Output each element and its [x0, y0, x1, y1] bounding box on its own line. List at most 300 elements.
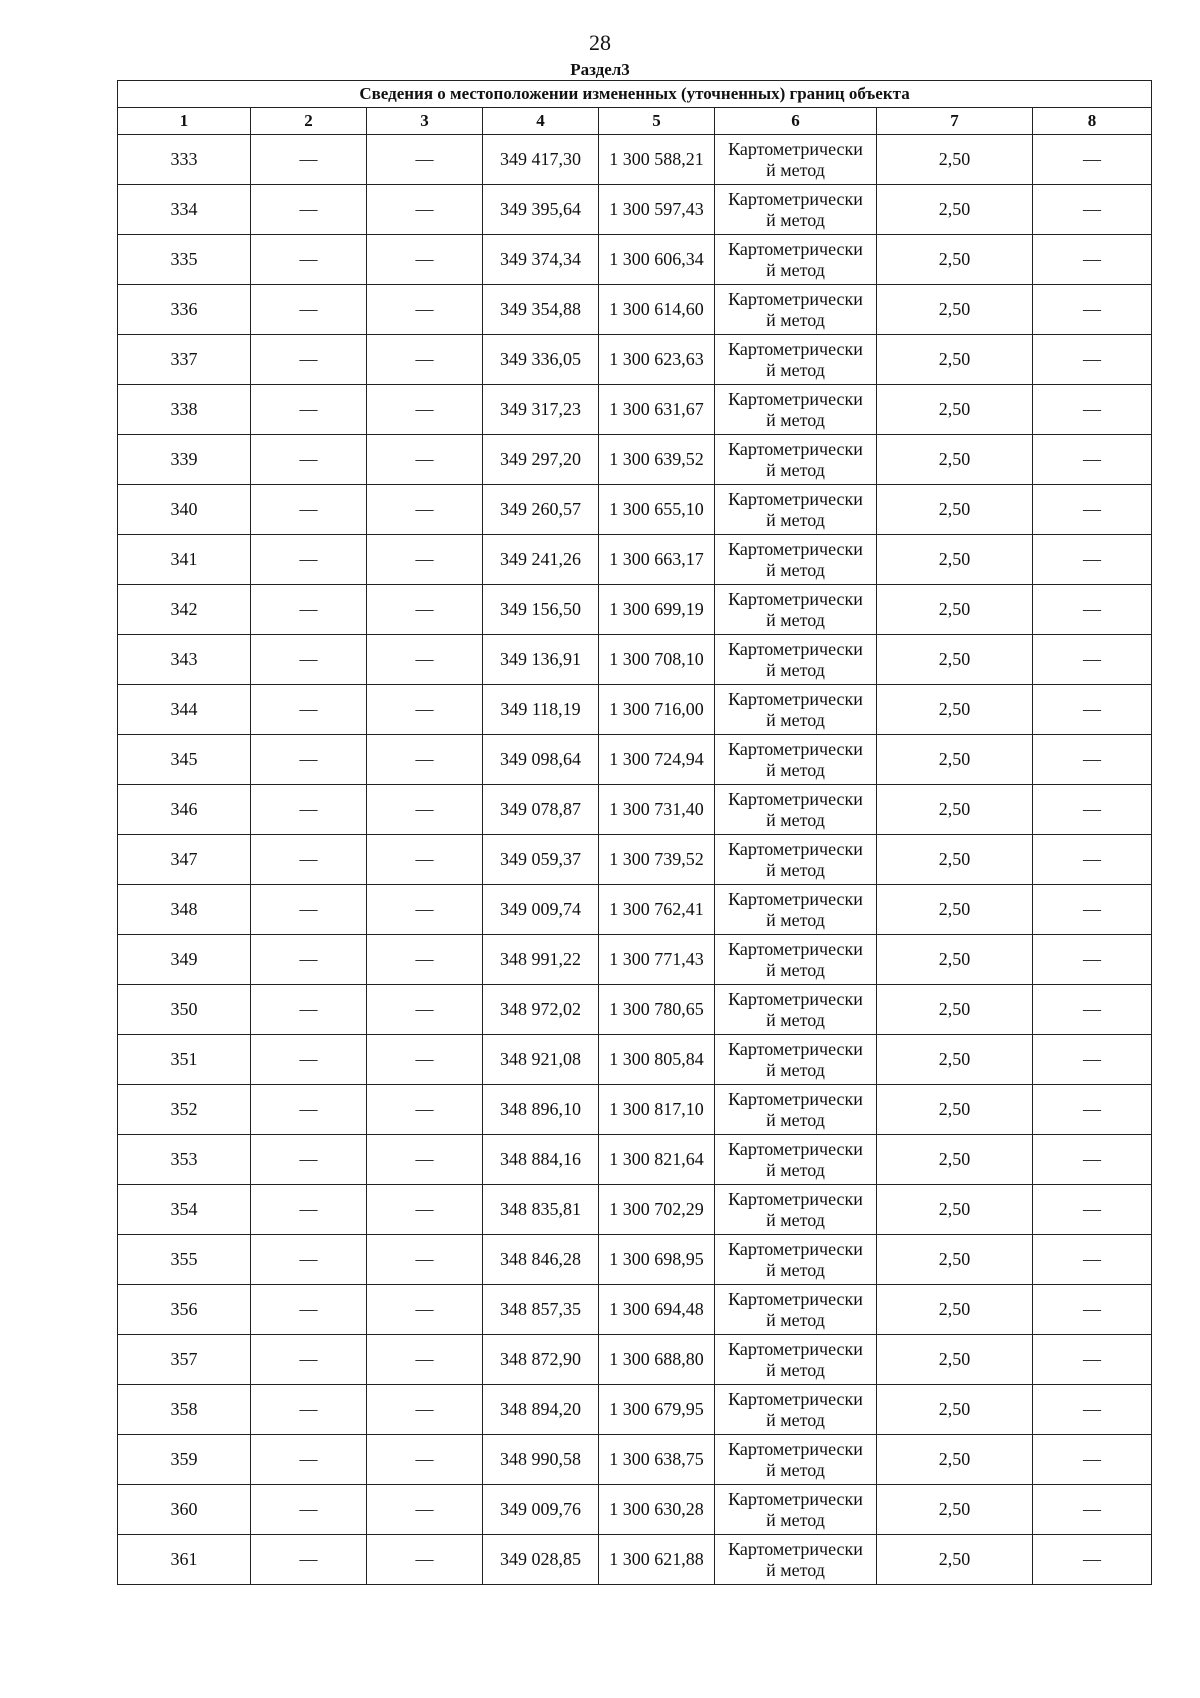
point-number-cell: 354 — [118, 1185, 251, 1235]
accuracy-cell: 2,50 — [877, 935, 1033, 985]
empty-dash-cell: — — [367, 1135, 483, 1185]
method-text-line: Картометрически — [728, 1438, 863, 1459]
table-row — [118, 135, 1152, 185]
method-cell — [715, 1135, 877, 1185]
accuracy-cell: 2,50 — [877, 585, 1033, 635]
empty-dash-cell: — — [367, 1235, 483, 1285]
method-text-line: й метод — [766, 1509, 825, 1530]
method-text-line: й метод — [766, 509, 825, 530]
table-row — [118, 585, 1152, 635]
x-coordinate-cell: 349 098,64 — [483, 735, 599, 785]
method-text-line: й метод — [766, 1059, 825, 1080]
table-row — [118, 185, 1152, 235]
empty-dash-cell: — — [1033, 685, 1152, 735]
empty-dash-cell: — — [1033, 235, 1152, 285]
accuracy-cell: 2,50 — [877, 1135, 1033, 1185]
empty-dash-cell: — — [1033, 1285, 1152, 1335]
method-text-line: Картометрически — [728, 488, 863, 509]
method-text-line: Картометрически — [728, 438, 863, 459]
y-coordinate-cell: 1 300 606,34 — [599, 235, 715, 285]
y-coordinate-cell: 1 300 739,52 — [599, 835, 715, 885]
point-number-cell: 333 — [118, 135, 251, 185]
method-text-line: й метод — [766, 1209, 825, 1230]
accuracy-cell: 2,50 — [877, 1385, 1033, 1435]
y-coordinate-cell: 1 300 805,84 — [599, 1035, 715, 1085]
accuracy-cell: 2,50 — [877, 385, 1033, 435]
method-text-line: й метод — [766, 209, 825, 230]
empty-dash-cell: — — [1033, 185, 1152, 235]
method-text-line: Картометрически — [728, 688, 863, 709]
empty-dash-cell: — — [1033, 1135, 1152, 1185]
y-coordinate-cell: 1 300 663,17 — [599, 535, 715, 585]
page-number: 28 — [589, 30, 611, 55]
y-coordinate-cell: 1 300 702,29 — [599, 1185, 715, 1235]
empty-dash-cell: — — [367, 1035, 483, 1085]
method-text-line: Картометрически — [728, 988, 863, 1009]
table-row — [118, 435, 1152, 485]
point-number-cell: 339 — [118, 435, 251, 485]
empty-dash-cell: — — [1033, 1485, 1152, 1535]
point-number-cell: 350 — [118, 985, 251, 1035]
x-coordinate-cell: 348 857,35 — [483, 1285, 599, 1335]
table-row — [118, 785, 1152, 835]
accuracy-cell: 2,50 — [877, 235, 1033, 285]
x-coordinate-cell: 349 241,26 — [483, 535, 599, 585]
accuracy-cell: 2,50 — [877, 535, 1033, 585]
empty-dash-cell: — — [1033, 385, 1152, 435]
x-coordinate-cell: 349 028,85 — [483, 1535, 599, 1585]
table-row — [118, 1335, 1152, 1385]
method-cell — [715, 185, 877, 235]
method-text-line: Картометрически — [728, 538, 863, 559]
method-text-line: й метод — [766, 659, 825, 680]
empty-dash-cell: — — [367, 735, 483, 785]
method-cell — [715, 635, 877, 685]
method-cell — [715, 1235, 877, 1285]
empty-dash-cell: — — [367, 535, 483, 585]
empty-dash-cell: — — [1033, 435, 1152, 485]
empty-dash-cell: — — [251, 835, 367, 885]
method-text-line: й метод — [766, 1409, 825, 1430]
x-coordinate-cell: 349 260,57 — [483, 485, 599, 535]
y-coordinate-cell: 1 300 694,48 — [599, 1285, 715, 1335]
method-text-line: Картометрически — [728, 188, 863, 209]
empty-dash-cell: — — [1033, 1535, 1152, 1585]
y-coordinate-cell: 1 300 724,94 — [599, 735, 715, 785]
x-coordinate-cell: 349 156,50 — [483, 585, 599, 635]
method-text-line: Картометрически — [728, 788, 863, 809]
x-coordinate-cell: 348 990,58 — [483, 1435, 599, 1485]
point-number-cell: 336 — [118, 285, 251, 335]
accuracy-cell: 2,50 — [877, 685, 1033, 735]
x-coordinate-cell: 349 354,88 — [483, 285, 599, 335]
y-coordinate-cell: 1 300 679,95 — [599, 1385, 715, 1435]
x-coordinate-cell: 348 896,10 — [483, 1085, 599, 1135]
empty-dash-cell: — — [367, 335, 483, 385]
empty-dash-cell: — — [1033, 335, 1152, 385]
accuracy-cell: 2,50 — [877, 1435, 1033, 1485]
method-cell — [715, 835, 877, 885]
empty-dash-cell: — — [1033, 585, 1152, 635]
method-cell — [715, 1035, 877, 1085]
empty-dash-cell: — — [251, 685, 367, 735]
method-cell — [715, 885, 877, 935]
empty-dash-cell: — — [367, 635, 483, 685]
method-text-line: Картометрически — [728, 738, 863, 759]
method-text-line: Картометрически — [728, 1138, 863, 1159]
method-text-line: й метод — [766, 859, 825, 880]
method-text-line: Картометрически — [728, 288, 863, 309]
method-text-line: й метод — [766, 159, 825, 180]
table-row — [118, 1235, 1152, 1285]
x-coordinate-cell: 349 374,34 — [483, 235, 599, 285]
empty-dash-cell: — — [251, 535, 367, 585]
y-coordinate-cell: 1 300 614,60 — [599, 285, 715, 335]
point-number-cell: 343 — [118, 635, 251, 685]
method-cell — [715, 1435, 877, 1485]
empty-dash-cell: — — [367, 1285, 483, 1335]
method-text-line: й метод — [766, 1159, 825, 1180]
accuracy-cell: 2,50 — [877, 885, 1033, 935]
method-cell — [715, 1285, 877, 1335]
method-text-line: й метод — [766, 1359, 825, 1380]
method-text-line: Картометрически — [728, 1388, 863, 1409]
empty-dash-cell: — — [251, 1135, 367, 1185]
method-cell — [715, 535, 877, 585]
column-number: 1 — [118, 108, 251, 135]
empty-dash-cell: — — [367, 1385, 483, 1435]
method-cell — [715, 1535, 877, 1585]
table-row — [118, 1385, 1152, 1435]
accuracy-cell: 2,50 — [877, 635, 1033, 685]
method-cell — [715, 735, 877, 785]
method-text-line: й метод — [766, 359, 825, 380]
empty-dash-cell: — — [251, 1435, 367, 1485]
empty-dash-cell: — — [251, 385, 367, 435]
empty-dash-cell: — — [1033, 1335, 1152, 1385]
x-coordinate-cell: 349 009,74 — [483, 885, 599, 935]
table-row — [118, 885, 1152, 935]
accuracy-cell: 2,50 — [877, 1185, 1033, 1235]
table-row — [118, 1135, 1152, 1185]
method-text-line: Картометрически — [728, 338, 863, 359]
method-text-line: й метод — [766, 1259, 825, 1280]
method-cell — [715, 1335, 877, 1385]
method-cell — [715, 685, 877, 735]
point-number-cell: 358 — [118, 1385, 251, 1435]
accuracy-cell: 2,50 — [877, 135, 1033, 185]
empty-dash-cell: — — [1033, 1235, 1152, 1285]
method-text-line: Картометрически — [728, 138, 863, 159]
method-text-line: й метод — [766, 459, 825, 480]
empty-dash-cell: — — [1033, 635, 1152, 685]
x-coordinate-cell: 349 417,30 — [483, 135, 599, 185]
table-body — [118, 135, 1152, 1585]
empty-dash-cell: — — [1033, 735, 1152, 785]
empty-dash-cell: — — [367, 835, 483, 885]
method-text-line: й метод — [766, 409, 825, 430]
method-cell — [715, 785, 877, 835]
empty-dash-cell: — — [251, 935, 367, 985]
empty-dash-cell: — — [251, 1235, 367, 1285]
empty-dash-cell: — — [251, 1335, 367, 1385]
accuracy-cell: 2,50 — [877, 1285, 1033, 1335]
x-coordinate-cell: 348 921,08 — [483, 1035, 599, 1085]
y-coordinate-cell: 1 300 771,43 — [599, 935, 715, 985]
accuracy-cell: 2,50 — [877, 285, 1033, 335]
accuracy-cell: 2,50 — [877, 735, 1033, 785]
coordinates-table — [117, 80, 1152, 1585]
empty-dash-cell: — — [367, 935, 483, 985]
empty-dash-cell: — — [251, 135, 367, 185]
accuracy-cell: 2,50 — [877, 1035, 1033, 1085]
x-coordinate-cell: 349 009,76 — [483, 1485, 599, 1535]
column-number: 6 — [715, 108, 877, 135]
empty-dash-cell: — — [367, 1435, 483, 1485]
point-number-cell: 341 — [118, 535, 251, 585]
method-text-line: й метод — [766, 309, 825, 330]
table-row — [118, 1435, 1152, 1485]
method-text-line: Картометрически — [728, 938, 863, 959]
empty-dash-cell: — — [251, 1385, 367, 1435]
method-text-line: Картометрически — [728, 1288, 863, 1309]
y-coordinate-cell: 1 300 699,19 — [599, 585, 715, 635]
empty-dash-cell: — — [1033, 1385, 1152, 1435]
method-text-line: й метод — [766, 909, 825, 930]
table-row — [118, 1485, 1152, 1535]
empty-dash-cell: — — [251, 235, 367, 285]
x-coordinate-cell: 348 846,28 — [483, 1235, 599, 1285]
method-text-line: Картометрически — [728, 1038, 863, 1059]
x-coordinate-cell: 349 317,23 — [483, 385, 599, 435]
empty-dash-cell: — — [367, 1185, 483, 1235]
point-number-cell: 337 — [118, 335, 251, 385]
empty-dash-cell: — — [251, 1485, 367, 1535]
section-title: Раздел3 — [570, 60, 630, 79]
method-text-line: Картометрически — [728, 1238, 863, 1259]
method-cell — [715, 285, 877, 335]
accuracy-cell: 2,50 — [877, 485, 1033, 535]
x-coordinate-cell: 348 894,20 — [483, 1385, 599, 1435]
table-row — [118, 735, 1152, 785]
x-coordinate-cell: 349 136,91 — [483, 635, 599, 685]
point-number-cell: 344 — [118, 685, 251, 735]
method-text-line: й метод — [766, 959, 825, 980]
empty-dash-cell: — — [367, 985, 483, 1035]
method-cell — [715, 985, 877, 1035]
point-number-cell: 353 — [118, 1135, 251, 1185]
empty-dash-cell: — — [1033, 1035, 1152, 1085]
column-number: 8 — [1033, 108, 1152, 135]
y-coordinate-cell: 1 300 639,52 — [599, 435, 715, 485]
point-number-cell: 359 — [118, 1435, 251, 1485]
method-text-line: Картометрически — [728, 1488, 863, 1509]
accuracy-cell: 2,50 — [877, 1085, 1033, 1135]
method-cell — [715, 335, 877, 385]
method-text-line: й метод — [766, 709, 825, 730]
empty-dash-cell: — — [1033, 535, 1152, 585]
y-coordinate-cell: 1 300 621,88 — [599, 1535, 715, 1585]
accuracy-cell: 2,50 — [877, 1235, 1033, 1285]
point-number-cell: 334 — [118, 185, 251, 235]
point-number-cell: 338 — [118, 385, 251, 435]
column-number: 3 — [367, 108, 483, 135]
empty-dash-cell: — — [1033, 485, 1152, 535]
empty-dash-cell: — — [251, 985, 367, 1035]
point-number-cell: 351 — [118, 1035, 251, 1085]
table-row — [118, 1535, 1152, 1585]
empty-dash-cell: — — [251, 335, 367, 385]
point-number-cell: 342 — [118, 585, 251, 635]
empty-dash-cell: — — [367, 685, 483, 735]
table-row — [118, 1085, 1152, 1135]
empty-dash-cell: — — [1033, 285, 1152, 335]
point-number-cell: 352 — [118, 1085, 251, 1135]
method-cell — [715, 1185, 877, 1235]
empty-dash-cell: — — [367, 235, 483, 285]
point-number-cell: 355 — [118, 1235, 251, 1285]
empty-dash-cell: — — [251, 1535, 367, 1585]
method-cell — [715, 935, 877, 985]
empty-dash-cell: — — [367, 285, 483, 335]
point-number-cell: 361 — [118, 1535, 251, 1585]
y-coordinate-cell: 1 300 716,00 — [599, 685, 715, 735]
method-text-line: Картометрически — [728, 1188, 863, 1209]
empty-dash-cell: — — [251, 485, 367, 535]
empty-dash-cell: — — [251, 185, 367, 235]
empty-dash-cell: — — [367, 135, 483, 185]
method-text-line: й метод — [766, 1109, 825, 1130]
accuracy-cell: 2,50 — [877, 835, 1033, 885]
method-text-line: й метод — [766, 259, 825, 280]
method-text-line: й метод — [766, 559, 825, 580]
empty-dash-cell: — — [367, 185, 483, 235]
empty-dash-cell: — — [367, 1485, 483, 1535]
method-text-line: Картометрически — [728, 638, 863, 659]
table-row — [118, 485, 1152, 535]
x-coordinate-cell: 349 059,37 — [483, 835, 599, 885]
empty-dash-cell: — — [251, 735, 367, 785]
y-coordinate-cell: 1 300 638,75 — [599, 1435, 715, 1485]
table-caption: Сведения о местоположении измененных (уточненных) границ объекта — [118, 81, 1152, 108]
method-text-line: Картометрически — [728, 388, 863, 409]
x-coordinate-cell: 348 972,02 — [483, 985, 599, 1035]
empty-dash-cell: — — [1033, 935, 1152, 985]
method-text-line: й метод — [766, 759, 825, 780]
accuracy-cell: 2,50 — [877, 435, 1033, 485]
table-row — [118, 1035, 1152, 1085]
point-number-cell: 356 — [118, 1285, 251, 1335]
empty-dash-cell: — — [367, 435, 483, 485]
accuracy-cell: 2,50 — [877, 785, 1033, 835]
y-coordinate-cell: 1 300 588,21 — [599, 135, 715, 185]
empty-dash-cell: — — [1033, 785, 1152, 835]
column-number: 2 — [251, 108, 367, 135]
point-number-cell: 335 — [118, 235, 251, 285]
x-coordinate-cell: 348 835,81 — [483, 1185, 599, 1235]
empty-dash-cell: — — [251, 435, 367, 485]
y-coordinate-cell: 1 300 821,64 — [599, 1135, 715, 1185]
table-row — [118, 935, 1152, 985]
y-coordinate-cell: 1 300 708,10 — [599, 635, 715, 685]
method-cell — [715, 1385, 877, 1435]
point-number-cell: 348 — [118, 885, 251, 935]
y-coordinate-cell: 1 300 597,43 — [599, 185, 715, 235]
method-cell — [715, 135, 877, 185]
method-text-line: й метод — [766, 809, 825, 830]
x-coordinate-cell: 348 884,16 — [483, 1135, 599, 1185]
empty-dash-cell: — — [1033, 835, 1152, 885]
empty-dash-cell: — — [1033, 1085, 1152, 1135]
empty-dash-cell: — — [251, 635, 367, 685]
method-text-line: Картометрически — [728, 1538, 863, 1559]
table-row — [118, 335, 1152, 385]
method-cell — [715, 1085, 877, 1135]
empty-dash-cell: — — [1033, 1185, 1152, 1235]
method-text-line: й метод — [766, 1009, 825, 1030]
empty-dash-cell: — — [367, 1535, 483, 1585]
table-row — [118, 685, 1152, 735]
y-coordinate-cell: 1 300 817,10 — [599, 1085, 715, 1135]
table-row — [118, 635, 1152, 685]
point-number-cell: 357 — [118, 1335, 251, 1385]
empty-dash-cell: — — [251, 1185, 367, 1235]
x-coordinate-cell: 348 991,22 — [483, 935, 599, 985]
point-number-cell: 345 — [118, 735, 251, 785]
accuracy-cell: 2,50 — [877, 1485, 1033, 1535]
accuracy-cell: 2,50 — [877, 335, 1033, 385]
table-row — [118, 1285, 1152, 1335]
empty-dash-cell: — — [1033, 1435, 1152, 1485]
empty-dash-cell: — — [367, 1335, 483, 1385]
point-number-cell: 360 — [118, 1485, 251, 1535]
point-number-cell: 347 — [118, 835, 251, 885]
x-coordinate-cell: 348 872,90 — [483, 1335, 599, 1385]
y-coordinate-cell: 1 300 630,28 — [599, 1485, 715, 1535]
method-text-line: Картометрически — [728, 838, 863, 859]
table-row — [118, 535, 1152, 585]
table-row — [118, 235, 1152, 285]
y-coordinate-cell: 1 300 623,63 — [599, 335, 715, 385]
method-text-line: й метод — [766, 1459, 825, 1480]
y-coordinate-cell: 1 300 631,67 — [599, 385, 715, 435]
method-text-line: Картометрически — [728, 888, 863, 909]
empty-dash-cell: — — [367, 885, 483, 935]
x-coordinate-cell: 349 118,19 — [483, 685, 599, 735]
empty-dash-cell: — — [251, 1285, 367, 1335]
column-number: 4 — [483, 108, 599, 135]
y-coordinate-cell: 1 300 731,40 — [599, 785, 715, 835]
column-number: 5 — [599, 108, 715, 135]
method-text-line: Картометрически — [728, 588, 863, 609]
accuracy-cell: 2,50 — [877, 185, 1033, 235]
table-row — [118, 285, 1152, 335]
point-number-cell: 340 — [118, 485, 251, 535]
empty-dash-cell: — — [1033, 135, 1152, 185]
column-number-row — [118, 108, 1152, 135]
method-text-line: й метод — [766, 1559, 825, 1580]
accuracy-cell: 2,50 — [877, 1535, 1033, 1585]
y-coordinate-cell: 1 300 762,41 — [599, 885, 715, 935]
empty-dash-cell: — — [251, 1085, 367, 1135]
empty-dash-cell: — — [251, 885, 367, 935]
empty-dash-cell: — — [367, 1085, 483, 1135]
table-row — [118, 985, 1152, 1035]
x-coordinate-cell: 349 395,64 — [483, 185, 599, 235]
table-row — [118, 385, 1152, 435]
point-number-cell: 349 — [118, 935, 251, 985]
empty-dash-cell: — — [367, 385, 483, 435]
